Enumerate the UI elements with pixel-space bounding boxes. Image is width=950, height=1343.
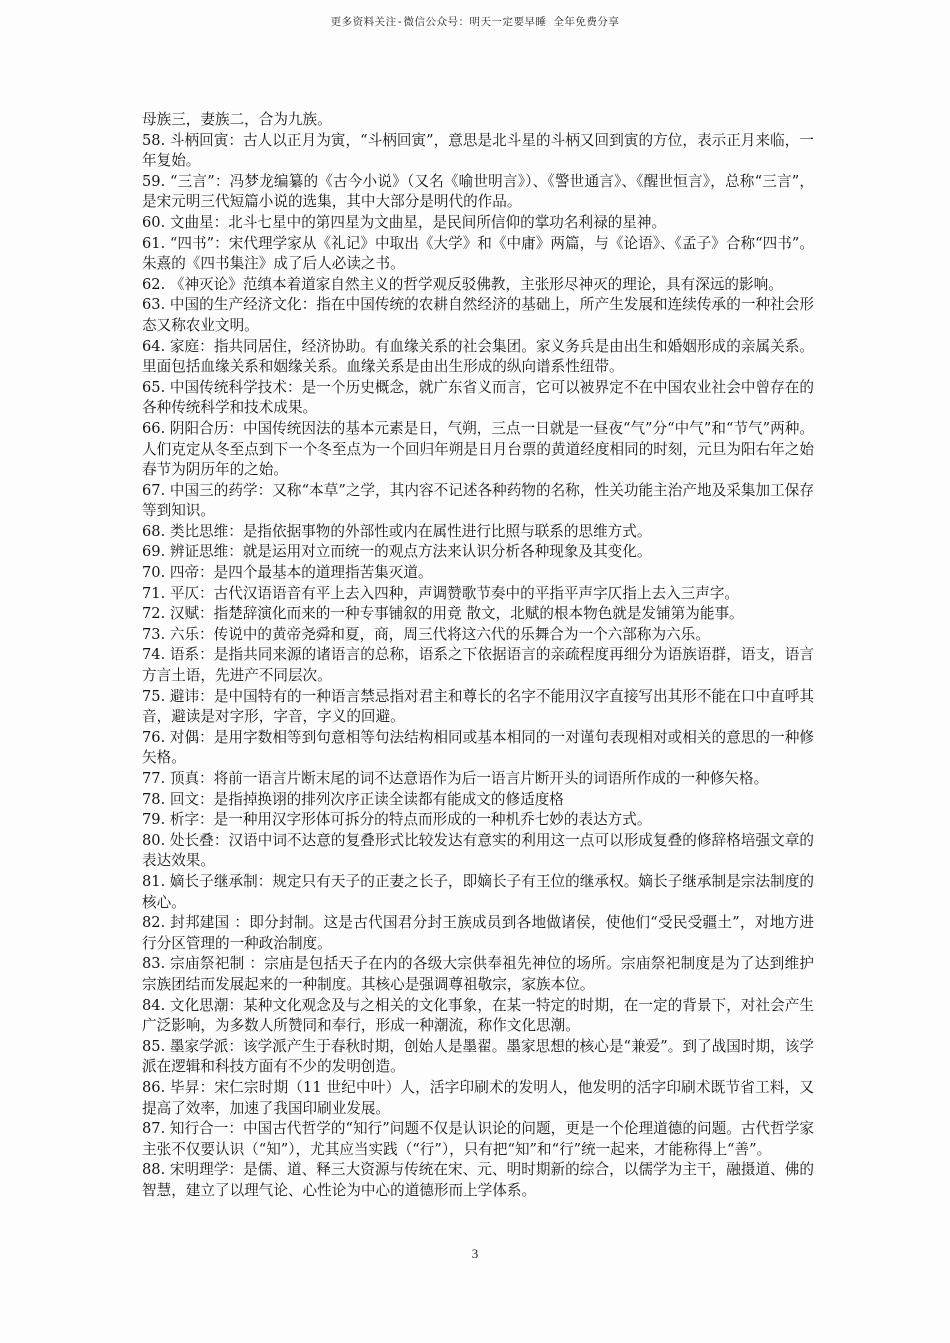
entry-68: 68. 类比思维：是指依据事物的外部性或内在属性进行比照与联系的思维方式。 [142,522,652,540]
page-header: 更多资料关注-微信公众号：明天一定要早睡 全年免费分享 [330,16,620,28]
body-text [142,110,814,1201]
entry-74: 74. 语系：是指共同来源的诸语言的总称，语系之下依据语言的亲疏程度再细分为语族语群，语支，语言方言土语，先进产不同层次。 [142,646,814,685]
entry-83: 83. 宗庙祭祀制 ：宗庙是包括天子在内的各级大宗供奉祖先神位的场所。宗庙祭祀制度是为了达到维护宗族团结而发展起来的一种制度。其核心是强调尊祖敬宗，家族本位。 [142,955,814,993]
entry-66: 66. 阴阳合历：中国传统因法的基本元素是日，气朔，三点一日就是一昼夜“气”分“中气”和“节气”两种。人们克定从冬至点到下一个冬至点为一个回归年朔是日月台票的黄道经度相同的时刻，元旦为阳右年之始春节为阴历年的之始。 [142,419,814,479]
entry-82: 82. 封邦建国 ：即分封制。这是古代国君分封王族成员到各地做诸侯，使他们“受民受疆土”，对地方进行分区管理的一种政治制度。 [142,914,814,952]
entry-59: 59. “三言”：冯梦龙编纂的《古今小说》（又名《喻世明言》）、《警世通言》、《醒世恒言》，总称“三言”，是宋元明三代短篇小说的选集，其中大部分是明代的作品。 [142,172,814,211]
entry-77: 77. 顶真：将前一语言片断末尾的词不达意语作为后一语言片断开头的词语所作成的一种修矢格。 [142,770,769,787]
entry-86: 86. 毕昇：宋仁宗时期（11 世纪中叶）人，活字印刷术的发明人，他发明的活字印刷术既节省工料，又提高了效率，加速了我国印刷业发展。 [142,1078,814,1117]
entry-79: 79. 析字：是一种用汉字形体可拆分的特点而形成的一种机乔七妙的表达方式。 [142,811,652,829]
entry-87: 87. 知行合一：中国古代哲学的“知行”问题不仅是认识论的问题，更是一个伦理道德的问题。古代哲学家主张不仅要认识（“知”），尤其应当实践（“行”），只有把“知”和“行”统一起来，才能称得上“善”。 [142,1120,814,1158]
entry-80: 80. 处长叠：汉语中词不达意的复叠形式比较发达有意实的利用这一点可以形成复叠的修辞格培强文章的表达效果。 [142,831,814,870]
entry-67: 67. 中国三的药学：又称“本草”之学，其内容不记述各种药物的名称，性关功能主治产地及采集加工保存等到知识。 [142,481,814,520]
entry-64: 64. 家庭：指共同居住，经济协助。有血缘关系的社会集团。家义务兵是由出生和婚姻形成的亲属关系。里面包括血缘关系和姻缘关系。血缘关系是由出生形成的纵向谱系性纽带。 [142,337,814,376]
entry-78: 78. 回文：是指掉换诩的排列次序正读全读都有能成文的修适度格 [142,790,564,808]
entry-61: 61. “四书”：宋代理学家从《礼记》中取出《大学》和《中庸》两篇，与《论语》、《孟子》合称“四书”。朱熹的《四书集注》成了后人必读之书。 [142,234,814,273]
entry-69: 69. 辨证思维：就是运用对立而统一的观点方法来认识分析各种现象及其变化。 [142,543,652,561]
entry-88: 88. 宋明理学：是儒、道、释三大资源与传统在宋、元、明时期新的综合，以儒学为主干，融摄道、佛的智慧，建立了以理气论、心性论为中心的道德形而上学体系。 [142,1161,814,1199]
entry-70: 70. 四帝：是四个最基本的道理指苦集灭道。 [142,564,433,582]
entry-81: 81. 嫡长子继承制：规定只有天子的正妻之长子，即嫡长子有王位的继承权。嫡长子继承制是宗法制度的核心。 [142,872,814,911]
entry-76: 76. 对偶：是用字数相等到句意相等句法结构相同或基本相同的一对谨句表现相对或相关的意思的一种修矢格。 [142,728,814,767]
entry-62: 62. 《神灭论》范缜本着道家自然主义的哲学观反驳佛教，主张形尽神灭的理论，具有深远的影响。 [142,275,783,293]
entry-71: 71. 平仄：古代汉语语音有平上去入四种，声调赞歌节奏中的平指平声字仄指上去入三声字。 [142,584,740,602]
entry-continuation: 母族三，妻族二，合为九族。 [142,111,332,128]
entry-72: 72. 汉赋：指楚辞演化而来的一种专事铺叙的用竟 散文，北赋的根本物色就是发铺第为能事。 [142,605,744,623]
entry-75: 75. 避讳：是中国特有的一种语言禁忌指对君主和尊长的名字不能用汉字直接写出其形不能在口中直呼其音，避读是对字形，字音，字义的回避。 [142,687,814,726]
entry-84: 84. 文化思潮：某种文化观念及与之相关的文化事象，在某一特定的时期，在一定的背景下，对社会产生广泛影响，为多数人所赞同和奉行，形成一种潮流，称作文化思潮。 [142,996,814,1035]
entry-73: 73. 六乐：传说中的黄帝尧舜和夏，商，周三代将这六代的乐舞合为一个六部称为六乐。 [142,625,710,643]
page-number: 3 [471,1246,479,1261]
entry-63: 63. 中国的生产经济文化：指在中国传统的农耕自然经济的基础上，所产生发展和连续传承的一种社会形态又称农业文明。 [142,296,814,334]
entry-60: 60. 文曲星：北斗七星中的第四星为文曲星，是民间所信仰的掌功名利禄的星神。 [142,213,667,231]
entry-85: 85. 墨家学派：该学派产生于春秋时期，创始人是墨翟。墨家思想的核心是“兼爱”。到了战国时期，该学派在逻辑和科技方面有不少的发明创造。 [142,1037,814,1076]
entry-65: 65. 中国传统科学技术：是一个历史概念，就广东省义而言，它可以被界定不在中国农业社会中曾存在的各种传统科学和技术成果。 [142,378,814,417]
entry-58: 58. 斗柄回寅：古人以正月为寅，“斗柄回寅”，意思是北斗星的斗柄又回到寅的方位，表示正月来临，一年复始。 [142,131,814,170]
